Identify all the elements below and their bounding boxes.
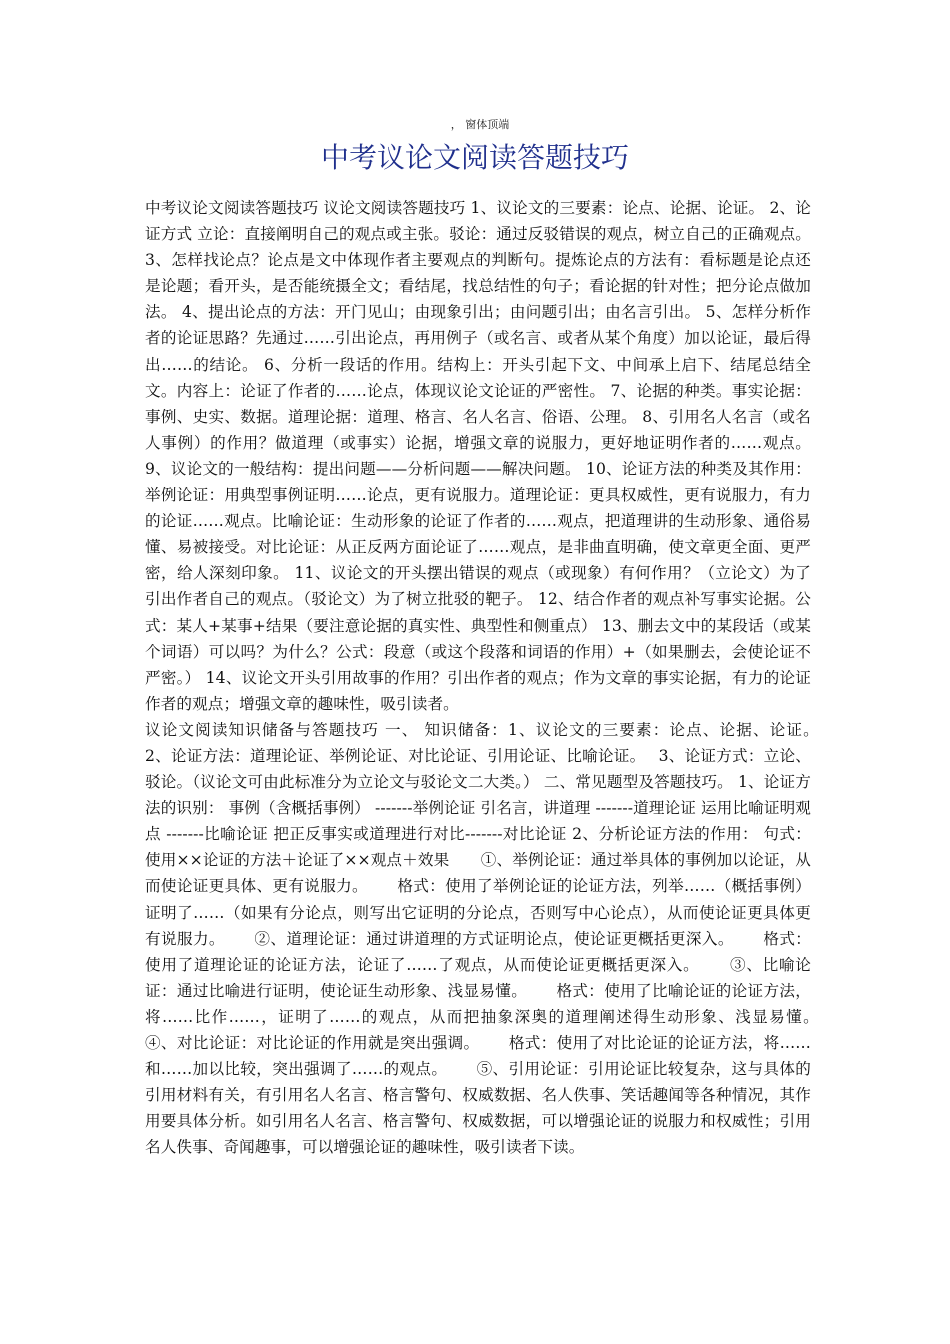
form-top-marker: ， 窗体顶端 <box>450 118 510 131</box>
paragraph-knowledge: 议论文阅读知识储备与答题技巧 一、 知识储备：1、议论文的三要素：论点、论据、论证。 2、论证方法：道理论证、举例论证、对比论证、引用论证、比喻论证。 3、论证方式：立论、驳论。（议论文可由此标准分为立论文与驳论文二大类。） 二、常见题型及答题技巧。 1、论证方法的识别： 事例（含概括事例） -------举例论证 引名言，讲道理 -------道理论证 运用比喻证明观点 -------比喻论证 把正反事实或道理进行对比-------对比论证 2、分析论证方法的作用： 句式：使用××论证的方法＋论证了××观点＋效果 ①、举例论证：通过举具体的事例加以论证，从而使论证更具体、更有说服力。 格式：使用了举例论证的论证方法，列举……（概括事例）证明了……（如果有分论点，则写出它证明的分论点，否则写中心论点），从而使论证更具体更有说服力。 ②、道理论证：通过讲道理的方式证明论点，使论证更概括更深入。 格式：使用了道理论证的论证方法，论证了……了观点，从而使论证更概括更深入。 ③、比喻论证：通过比喻进行证明，使论证生动形象、浅显易懂。 格式：使用了比喻论证的论证方法，将……比作……，证明了……的观点，从而把抽象深奥的道理阐述得生动形象、浅显易懂。 ④、对比论证：对比论证的作用就是突出强调。 格式：使用了对比论证的论证方法，将……和……加以比较，突出强调了……的观点。 ⑤、引用论证：引用论证比较复杂，这与具体的引用材料有关，有引用名人名言、格言警句、权威数据、名人佚事、笑话趣闻等各种情况，其作用要具体分析。如引用名人名言、格言警句、权威数据，可以增强论证的说服力和权威性；引用名人佚事、奇闻趣事，可以增强论证的趣味性，吸引读者下读。 <box>145 720 848 1157</box>
article-body <box>145 195 848 1160</box>
paragraph-techniques: 中考议论文阅读答题技巧 议论文阅读答题技巧 1、议论文的三要素：论点、论据、论证。 2、论证方式 立论：直接阐明自己的观点或主张。驳论：通过反驳错误的观点，树立自己的正确观点。 3、怎样找论点？论点是文中体现作者主要观点的判断句。提炼论点的方法有：看标题是论点还是论题；看开头，是否能统摄全文；看结尾，找总结性的句子；看论据的针对性；把分论点做加法。 4、提出论点的方法：开门见山；由现象引出；由问题引出；由名言引出。 5、怎样分析作者的论证思路？先通过……引出论点，再用例子（或名言、或者从某个角度）加以论证，最后得出……的结论。 6、分析一段话的作用。结构上：开头引起下文、中间承上启下、结尾总结全文。内容上：论证了作者的……论点，体现议论文论证的严密性。 7、论据的种类。事实论据：事例、史实、数据。道理论据：道理、格言、名人名言、俗语、公理。 8、引用名人名言（或名人事例）的作用？做道理（或事实）论据，增强文章的说服力，更好地证明作者的……观点。 9、议论文的一般结构：提出问题——分析问题——解决问题。 10、论证方法的种类及其作用：举例论证：用典型事例证明……论点，更有说服力。道理论证：更具权威性，更有说服力，有力的论证……观点。比喻论证：生动形象的论证了作者的……观点，把道理讲的生动形象、通俗易懂、易被接受。对比论证：从正反两方面论证了……观点，是非曲直明确，使文章更全面、更严密，给人深刻印象。 11、议论文的开头摆出错误的观点（或现象）有何作用？（立论文）为了引出作者自己的观点。（驳论文）为了树立批驳的靶子。 12、结合作者的观点补写事实论据。公式：某人+某事+结果（要注意论据的真实性、典型性和侧重点） 13、删去文中的某段话（或某个词语）可以吗？为什么？公式：段意（或这个段落和词语的作用）+（如果删去，会使论证不严密。） 14、议论文开头引用故事的作用？引出作者的观点；作为文章的事实论据，有力的论证作者的观点；增强文章的趣味性，吸引读者。 <box>145 199 811 713</box>
page-title: 中考议论文阅读答题技巧 <box>320 141 629 174</box>
